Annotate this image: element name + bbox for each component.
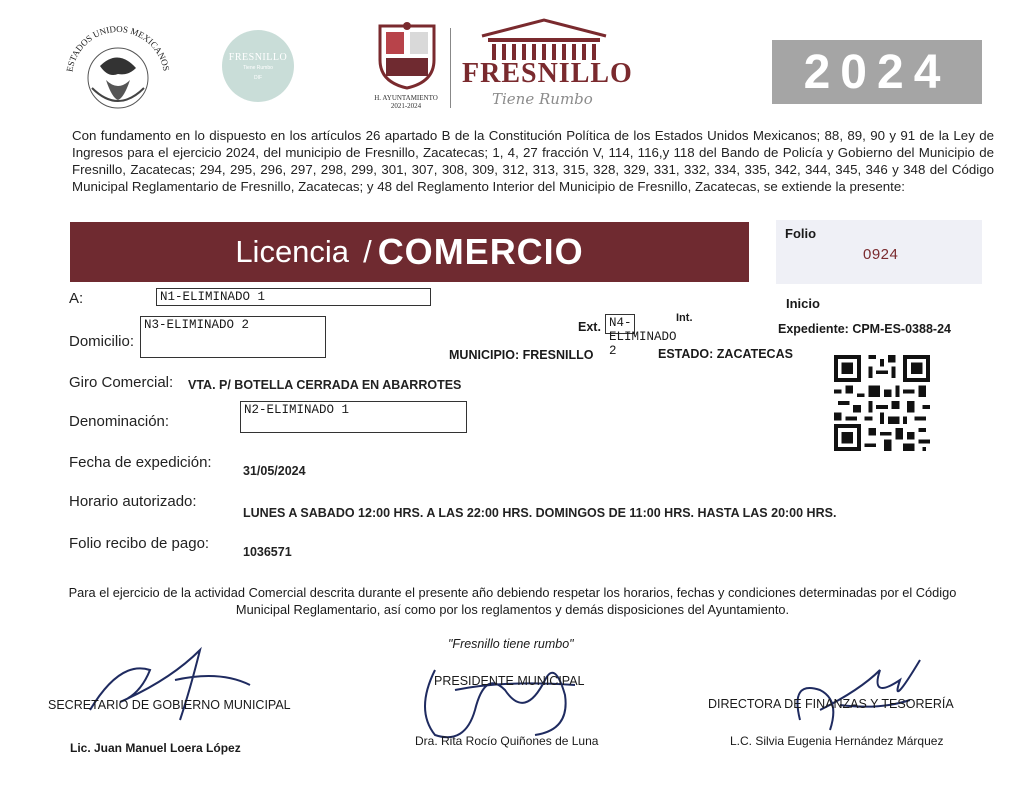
giro-label: Giro Comercial:	[69, 374, 174, 391]
horario-label: Horario autorizado:	[69, 493, 197, 510]
conditions-paragraph: Para el ejercicio de la actividad Comercial descrita durante el presente año debiendo respetar los horarios, fechas y condiciones determinadas por el Código Municipal Reglamentario, así como por los reglamentos y demás disposiciones del Ayuntamiento.	[68, 585, 957, 617]
banner-type: COMERCIO	[377, 231, 584, 272]
national-seal-icon	[62, 18, 174, 118]
signature-1-title: SECRETARIO DE GOBIERNO MUNICIPAL	[48, 698, 291, 712]
motto-text: "Fresnillo tiene rumbo"	[448, 637, 574, 651]
signature-secretario	[80, 640, 260, 730]
domicilio-label: Domicilio:	[69, 333, 135, 350]
signature-1-name: Lic. Juan Manuel Loera López	[70, 741, 241, 755]
municipal-shield-icon	[372, 20, 442, 90]
header-divider	[450, 28, 451, 108]
inicio-label: Inicio	[786, 296, 820, 311]
estado-text: ESTADO: ZACATECAS	[658, 347, 793, 361]
signature-3-name: L.C. Silvia Eugenia Hernández Márquez	[730, 734, 944, 748]
domicilio-value: N3-ELIMINADO 2	[140, 316, 326, 358]
municipio-text: MUNICIPIO: FRESNILLO	[449, 348, 594, 362]
folio-recibo-value: 1036571	[243, 545, 292, 559]
folio-recibo-label: Folio recibo de pago:	[69, 535, 210, 552]
recipient-label: A:	[69, 290, 84, 307]
signature-2-name: Dra. Rita Rocío Quiñones de Luna	[415, 734, 599, 748]
legal-basis-text: Con fundamento en lo dispuesto en los artículos 26 apartado B de la Constitución Política de los Estados Unidos Mexicanos; 88, 89, 90 y 91 de la Ley de Ingresos para el ejercicio 2024, del municipio de Fresnillo, Zacatecas; 1, 4, 27 fracción V, 114, 116,y 118 del Bando de Policía y Gobierno del Municipio de Fresnillo, Zacatecas; 294, 295, 296, 297, 298, 299, 301, 307, 308, 309, 312, 313, 315, 328, 329, 331, 332, 334, 335, 342, 344, 345, 346 y 348 del Código Municipal Reglamentario de Fresnillo, Zacatecas; y 48 del Reglamento Interior del Municipio de Fresnillo, Zacatecas, se extiende la presente:	[72, 128, 994, 194]
int-label: Int.	[676, 312, 693, 324]
year-badge: 2024	[772, 40, 982, 104]
signature-2-title: PRESIDENTE MUNICIPAL	[434, 674, 585, 688]
ext-label: Ext.	[578, 320, 601, 334]
folio-value: 0924	[863, 246, 899, 263]
denominacion-label: Denominación:	[69, 413, 170, 430]
giro-value: VTA. P/ BOTELLA CERRADA EN ABARROTES	[188, 378, 462, 392]
recipient-value: N1-ELIMINADO 1	[156, 288, 431, 306]
denominacion-value: N2-ELIMINADO 1	[240, 401, 467, 433]
ext-value: N4-ELIMINADO 2	[605, 314, 635, 334]
folio-label: Folio	[785, 226, 817, 241]
signature-directora	[780, 650, 930, 740]
signature-3-title: DIRECTORA DE FINANZAS Y TESORERÍA	[708, 697, 954, 711]
license-banner	[70, 222, 749, 282]
expediente-number: Expediente: CPM-ES-0388-24	[778, 322, 951, 336]
horario-value: LUNES A SABADO 12:00 HRS. A LAS 22:00 HRS. DOMINGOS DE 11:00 HRS. HASTA LAS 20:00 HRS.	[243, 506, 837, 520]
fecha-value: 31/05/2024	[243, 464, 306, 478]
qr-code-icon	[834, 355, 930, 451]
dif-fresnillo-logo: FRESNILLO Tiene Rumbo DIF	[222, 30, 294, 102]
banner-separator: /	[363, 234, 372, 269]
fresnillo-skyline-icon	[478, 16, 610, 62]
banner-licencia: Licencia	[235, 234, 350, 269]
fecha-label: Fecha de expedición:	[69, 454, 212, 471]
brand-tagline: Tiene Rumbo	[492, 90, 593, 108]
ayuntamiento-caption: H. AYUNTAMIENTO 2021-2024	[374, 94, 438, 110]
svg-text:ESTADOS UNIDOS MEXICANOS: ESTADOS UNIDOS MEXICANOS	[64, 23, 172, 73]
brand-name: FRESNILLO	[462, 58, 633, 89]
